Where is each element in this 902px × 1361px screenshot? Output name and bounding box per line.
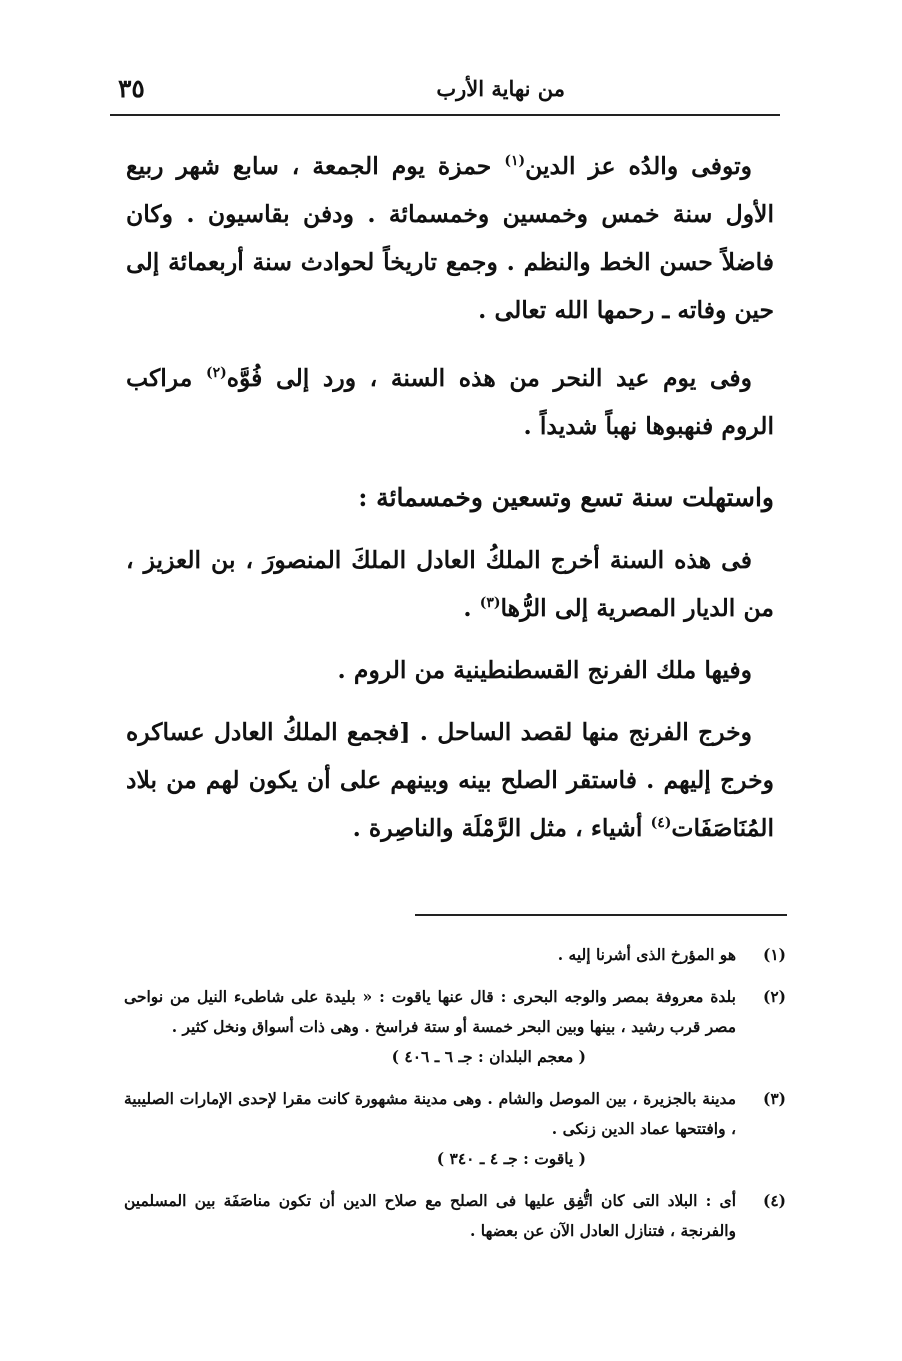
paragraph-death-notice: وتوفى والدُه عز الدين$^{(١)}$ حمزة يوم الجمعة ، سابع شهر ربيع الأول سنة خمس وخمسين وخمسمائة . ودفن بقاسيون . وكان فاضلاً حسن الخط والنظم . وجمع تاريخاً لحوادث سنة أربعمائة إلى حين وفاته ـ رحمها الله تعالى . [126, 152, 774, 324]
footnote-marker-4: (٤) [650, 815, 672, 831]
year-heading: واستهلت سنة تسع وتسعين وخمسمائة : [358, 483, 774, 512]
footnote-number: (٤) [762, 1191, 786, 1210]
footnote-3 [124, 1084, 786, 1174]
footnote-text: مدينة بالجزيرة ، بين الموصل والشام . وهى مدينة مشهورة كانت مقرا لإحدى الإمارات الصليبية ، وافتتحها عماد الدين زنكى . [124, 1089, 736, 1138]
paragraph-constantinople: وفيها ملك الفرنج القسطنطينية من الروم . [337, 656, 752, 684]
footnote-text: بلدة معروفة بمصر والوجه البحرى : قال عنها ياقوت : « بليدة على شاطىء النيل من نواحى مصر قرب رشيد ، بينها وبين البحر خمسة أو ستة فراسخ . وهى ذات أسواق ونخل كثير . [124, 987, 736, 1036]
paragraph-al-mansur: فى هذه السنة أخرج الملكُ العادل الملكَ المنصورَ ، بن العزيز ، من الديار المصرية إلى الرُّها$^{(٣)}$ . [126, 546, 774, 622]
footnote-marker-2: (٢) [205, 365, 227, 381]
paragraph-eid-raid: وفى يوم عيد النحر من هذه السنة ، ورد إلى فُوَّه$^{(٢)}$ مراكب الروم فنهبوها نهباً شديداً . [126, 364, 774, 440]
page-number: ٣٥ [118, 74, 145, 103]
footnote-number: (١) [762, 945, 786, 964]
footnote-4 [124, 1186, 786, 1246]
paragraph-truce: وخرج الفرنج منها لقصد الساحل . [فجمع الملكُ العادل عساكره وخرج إليهم . فاستقر الصلح بينه وبينهم على أن يكون لهم من بلاد المُنَاصَفَات$^{(٤)}$ أشياء ، مثل الرَّمْلَة والناصِرة . [126, 718, 774, 842]
footnote-separator [415, 914, 787, 916]
footnote-1 [124, 940, 786, 970]
footnote-number: (٢) [762, 987, 786, 1006]
running-title: من نهاية الأرب [436, 76, 565, 101]
footnote-number: (٣) [762, 1089, 786, 1108]
running-header [110, 74, 780, 116]
footnote-reference: ( معجم البلدان : جـ ٦ ـ ٤٠٦ ) [391, 1047, 586, 1066]
footnote-reference: ( ياقوت : جـ ٤ ـ ٣٤٠ ) [436, 1149, 586, 1168]
footnote-2 [124, 982, 786, 1072]
main-text [126, 142, 774, 852]
footnote-marker-3: (٣) [479, 595, 501, 611]
footnote-text: أى : البلاد التى كان اتُّفِق عليها فى الصلح مع صلاح الدين أن تكون مناصَفَة بين المسلمين والفرنجة ، فتنازل العادل الآن عن بعضها . [124, 1191, 736, 1240]
footnote-marker-1: (١) [504, 153, 526, 169]
footnotes [124, 940, 786, 1258]
footnote-text: هو المؤرخ الذى أشرنا إليه . [557, 945, 736, 964]
